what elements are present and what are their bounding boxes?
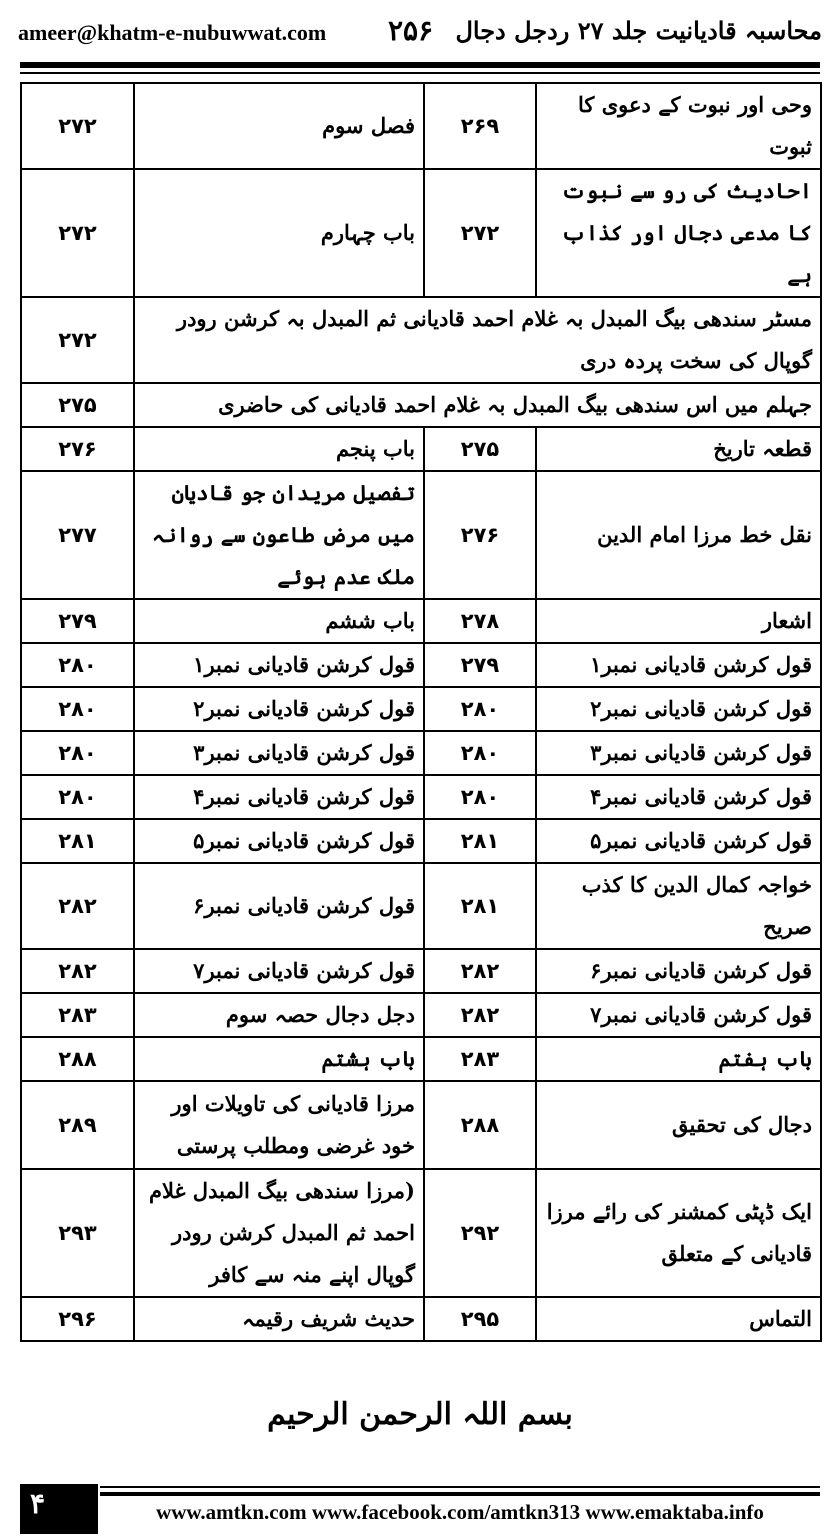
toc-entry-page: ۲۷۹ <box>424 643 536 687</box>
table-row <box>21 949 821 993</box>
toc-entry-page: ۲۸۰ <box>424 731 536 775</box>
toc-entry-page: ۲۹۶ <box>21 1297 134 1341</box>
contents-table <box>20 82 822 1342</box>
toc-entry-page: ۲۸۲ <box>424 993 536 1037</box>
toc-entry-title: قول کرشن قادیانی نمبر۷ <box>134 949 424 993</box>
toc-entry-page: ۲۷۵ <box>21 383 134 427</box>
toc-entry-page: ۲۶۹ <box>424 83 536 169</box>
page-number: ۲۵۶ <box>388 14 434 47</box>
toc-entry-page: ۲۸۹ <box>21 1081 134 1169</box>
toc-entry-page: ۲۷۷ <box>21 471 134 599</box>
table-row <box>21 471 821 599</box>
toc-entry-title: ایک ڈپٹی کمشنر کی رائے مرزا قادیانی کے متعلق <box>536 1169 821 1297</box>
toc-entry-title: باب ششم <box>134 599 424 643</box>
toc-entry-title: حدیث شریف رقیمہ <box>134 1297 424 1341</box>
table-row <box>21 83 821 169</box>
footer-links[interactable]: www.amtkn.com www.facebook.com/amtkn313 www.emaktaba.info <box>156 1500 764 1524</box>
toc-entry-page: ۲۸۳ <box>424 1037 536 1081</box>
toc-entry-page: ۲۷۹ <box>21 599 134 643</box>
table-row <box>21 687 821 731</box>
toc-entry-title: قول کرشن قادیانی نمبر۵ <box>134 819 424 863</box>
toc-entry-page: ۲۸۰ <box>424 775 536 819</box>
toc-entry-title: قول کرشن قادیانی نمبر۱ <box>536 643 821 687</box>
table-row <box>21 643 821 687</box>
toc-entry-page: ۲۸۲ <box>424 949 536 993</box>
toc-entry-title: جہلم میں اس سندھی بیگ المبدل بہ غلام احمد قادیانی کی حاضری <box>134 383 821 427</box>
header-email[interactable]: ameer@khatm-e-nubuwwat.com <box>18 20 327 45</box>
footer-page-box: ۴ <box>20 1484 98 1534</box>
toc-entry-title: دجال کی تحقیق <box>536 1081 821 1169</box>
toc-entry-page: ۲۸۲ <box>21 949 134 993</box>
toc-entry-title: قول کرشن قادیانی نمبر۶ <box>134 863 424 949</box>
book-title: محاسبہ قادیانیت جلد ۲۷ ردجل دجال <box>455 16 822 45</box>
toc-entry-page: ۲۸۸ <box>21 1037 134 1081</box>
toc-entry-title: قول کرشن قادیانی نمبر۴ <box>536 775 821 819</box>
table-row <box>21 775 821 819</box>
toc-entry-title: قول کرشن قادیانی نمبر۴ <box>134 775 424 819</box>
toc-entry-page: ۲۷۲ <box>424 169 536 297</box>
table-row <box>21 1297 821 1341</box>
toc-entry-title: احادیث کی رو سے نبوت کا مدعی دجال اور کذاب ہے <box>536 169 821 297</box>
table-row <box>21 169 821 297</box>
footer-rule-thick <box>100 1492 820 1496</box>
table-row <box>21 731 821 775</box>
table-row <box>21 1081 821 1169</box>
toc-entry-page: ۲۹۲ <box>424 1169 536 1297</box>
table-row <box>21 1037 821 1081</box>
header-rule-thick <box>20 62 820 68</box>
toc-entry-page: ۲۸۱ <box>424 819 536 863</box>
toc-entry-page: ۲۸۰ <box>424 687 536 731</box>
toc-entry-title: نقل خط مرزا امام الدین <box>536 471 821 599</box>
toc-entry-page: ۲۷۸ <box>424 599 536 643</box>
toc-entry-page: ۲۷۲ <box>21 297 134 383</box>
table-row <box>21 993 821 1037</box>
toc-entry-title: قطعہ تاریخ <box>536 427 821 471</box>
toc-entry-title: قول کرشن قادیانی نمبر۵ <box>536 819 821 863</box>
toc-entry-title: اشعار <box>536 599 821 643</box>
bismillah: بسم اللہ الرحمن الرحیم <box>267 1397 573 1432</box>
page-header <box>18 14 822 54</box>
toc-entry-page: ۲۸۸ <box>424 1081 536 1169</box>
toc-entry-title: باب ہفتم <box>536 1037 821 1081</box>
table-row <box>21 599 821 643</box>
toc-entry-title: قول کرشن قادیانی نمبر۷ <box>536 993 821 1037</box>
toc-entry-page: ۲۸۰ <box>21 731 134 775</box>
toc-entry-title: دجل دجال حصہ سوم <box>134 993 424 1037</box>
toc-entry-page: ۲۷۶ <box>21 427 134 471</box>
toc-entry-title: باب پنجم <box>134 427 424 471</box>
toc-entry-title: خواجہ کمال الدین کا کذب صریح <box>536 863 821 949</box>
toc-entry-title: تفصیل مریدان جو قادیان میں مرض طاعون سے روانہ ملک عدم ہوئے <box>134 471 424 599</box>
toc-entry-title: مسٹر سندھی بیگ المبدل بہ غلام احمد قادیانی ثم المبدل بہ کرشن رودر گوپال کی سخت پردہ دری <box>134 297 821 383</box>
table-row <box>21 863 821 949</box>
toc-entry-title: قول کرشن قادیانی نمبر۲ <box>536 687 821 731</box>
toc-entry-page: ۲۸۰ <box>21 643 134 687</box>
table-row <box>21 383 821 427</box>
toc-entry-page: ۲۷۲ <box>21 83 134 169</box>
toc-entry-title: (مرزا سندھی بیگ المبدل غلام احمد ثم المبدل کرشن رودر گوپال اپنے منہ سے کافر <box>134 1169 424 1297</box>
table-row <box>21 819 821 863</box>
table-row <box>21 297 821 383</box>
toc-entry-page: ۲۸۳ <box>21 993 134 1037</box>
toc-entry-page: ۲۸۰ <box>21 775 134 819</box>
table-row <box>21 1169 821 1297</box>
toc-entry-title: قول کرشن قادیانی نمبر۳ <box>536 731 821 775</box>
toc-entry-title: قول کرشن قادیانی نمبر۳ <box>134 731 424 775</box>
toc-entry-page: ۲۷۵ <box>424 427 536 471</box>
toc-entry-page: ۲۹۵ <box>424 1297 536 1341</box>
toc-entry-title: قول کرشن قادیانی نمبر۶ <box>536 949 821 993</box>
toc-entry-title: باب ہشتم <box>134 1037 424 1081</box>
toc-entry-title: وحی اور نبوت کے دعوی کا ثبوت <box>536 83 821 169</box>
toc-entry-page: ۲۸۲ <box>21 863 134 949</box>
toc-entry-page: ۲۷۲ <box>21 169 134 297</box>
toc-entry-title: فصل سوم <box>134 83 424 169</box>
toc-entry-title: باب چہارم <box>134 169 424 297</box>
toc-entry-page: ۲۷۶ <box>424 471 536 599</box>
toc-entry-title: قول کرشن قادیانی نمبر۲ <box>134 687 424 731</box>
toc-entry-title: مرزا قادیانی کی تاویلات اور خود غرضی ومطلب پرستی <box>134 1081 424 1169</box>
toc-entry-title: التماس <box>536 1297 821 1341</box>
toc-entry-title: قول کرشن قادیانی نمبر۱ <box>134 643 424 687</box>
toc-entry-page: ۲۸۰ <box>21 687 134 731</box>
toc-entry-page: ۲۹۳ <box>21 1169 134 1297</box>
header-rule-thin <box>20 72 820 74</box>
footer-rule-thin <box>100 1486 820 1488</box>
toc-entry-page: ۲۸۱ <box>424 863 536 949</box>
table-row <box>21 427 821 471</box>
toc-entry-page: ۲۸۱ <box>21 819 134 863</box>
